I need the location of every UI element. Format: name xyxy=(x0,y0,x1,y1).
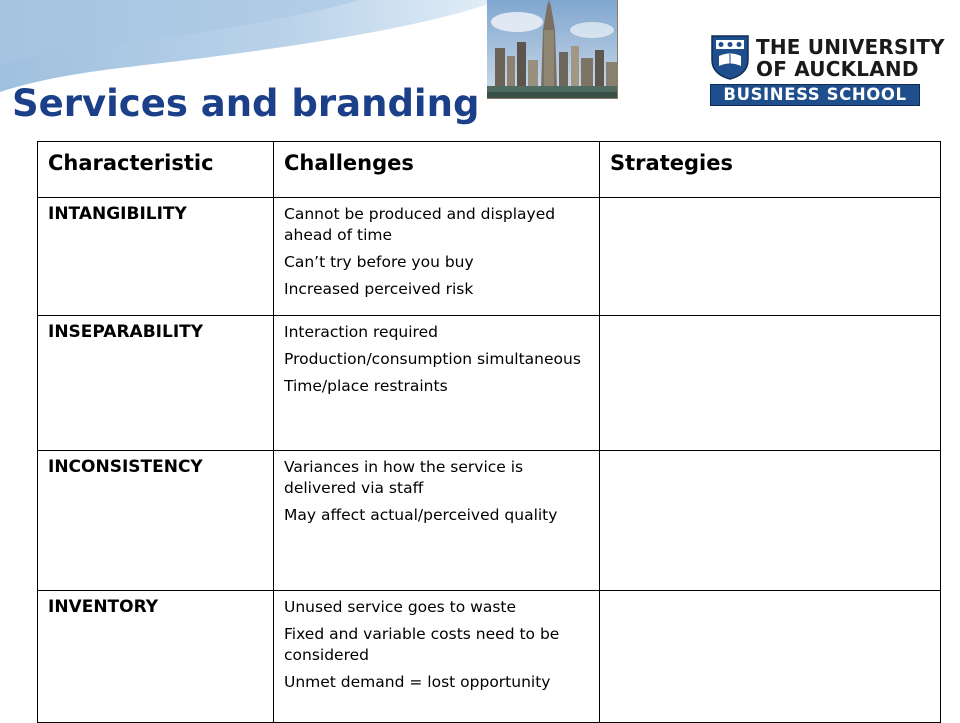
table-row xyxy=(38,198,941,316)
column-header-characteristic: Characteristic xyxy=(38,142,274,198)
challenge-item: Can’t try before you buy xyxy=(284,253,474,271)
strategies-cell xyxy=(600,198,941,316)
challenges-cell xyxy=(274,591,600,723)
page-title: Services and branding xyxy=(12,82,480,125)
characteristic-cell: INVENTORY xyxy=(38,591,274,723)
column-header-challenges: Challenges xyxy=(274,142,600,198)
table-row xyxy=(38,316,941,451)
challenges-cell xyxy=(274,316,600,451)
strategies-cell xyxy=(600,451,941,591)
strategies-cell xyxy=(600,591,941,723)
services-table xyxy=(37,141,941,723)
table-header-row xyxy=(38,142,941,198)
challenges-cell xyxy=(274,451,600,591)
challenge-item: Cannot be produced and displayed ahead of time xyxy=(284,205,556,244)
logo-text-line-2: OF AUCKLAND xyxy=(756,57,919,81)
challenge-item: Time/place restraints xyxy=(284,377,448,395)
strategies-cell xyxy=(600,316,941,451)
challenge-item: Production/consumption simultaneous xyxy=(284,350,581,368)
logo-text-line-1: THE UNIVERSITY xyxy=(756,35,945,59)
challenge-item: Variances in how the service is delivered via staff xyxy=(284,458,524,497)
table-row xyxy=(38,451,941,591)
challenge-item: Increased perceived risk xyxy=(284,280,474,298)
challenges-cell xyxy=(274,198,600,316)
column-header-strategies: Strategies xyxy=(600,142,941,198)
logo-business-school-bar: BUSINESS SCHOOL xyxy=(710,84,920,106)
university-logo xyxy=(710,34,945,106)
challenge-item: Interaction required xyxy=(284,323,438,341)
challenge-item: Fixed and variable costs need to be considered xyxy=(284,625,560,664)
characteristic-cell: INTANGIBILITY xyxy=(38,198,274,316)
challenge-item: Unmet demand = lost opportunity xyxy=(284,673,551,691)
city-skyline-photo xyxy=(487,0,618,99)
table-row xyxy=(38,591,941,723)
challenge-item: Unused service goes to waste xyxy=(284,598,517,616)
challenge-item: May affect actual/perceived quality xyxy=(284,506,558,524)
crest-icon xyxy=(710,34,750,80)
characteristic-cell: INCONSISTENCY xyxy=(38,451,274,591)
characteristic-cell: INSEPARABILITY xyxy=(38,316,274,451)
